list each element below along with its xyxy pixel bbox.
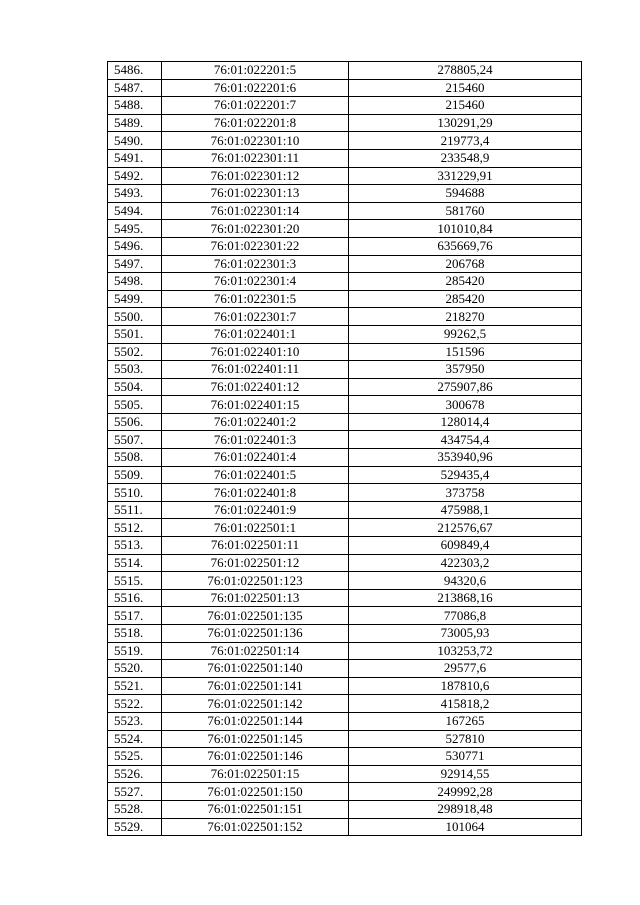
row-number-cell: 5519.: [108, 642, 162, 660]
value-cell: 594688: [349, 185, 582, 203]
cadastral-number-cell: 76:01:022501:142: [162, 695, 349, 713]
value-cell: 167265: [349, 712, 582, 730]
table-row: [108, 202, 582, 220]
value-cell: 373758: [349, 484, 582, 502]
value-cell: 298918,48: [349, 800, 582, 818]
row-number-cell: 5521.: [108, 677, 162, 695]
cadastral-number-cell: 76:01:022301:14: [162, 202, 349, 220]
value-cell: 285420: [349, 290, 582, 308]
table-row: [108, 378, 582, 396]
cadastral-number-cell: 76:01:022301:4: [162, 273, 349, 291]
cadastral-number-cell: 76:01:022301:7: [162, 308, 349, 326]
row-number-cell: 5494.: [108, 202, 162, 220]
cadastral-number-cell: 76:01:022301:11: [162, 149, 349, 167]
row-number-cell: 5526.: [108, 765, 162, 783]
cadastral-value-table: [107, 61, 582, 836]
row-number-cell: 5495.: [108, 220, 162, 238]
cadastral-number-cell: 76:01:022401:2: [162, 413, 349, 431]
table-row: [108, 660, 582, 678]
table-row: [108, 132, 582, 150]
table-row: [108, 167, 582, 185]
table-row: [108, 537, 582, 555]
row-number-cell: 5523.: [108, 712, 162, 730]
cadastral-number-cell: 76:01:022501:123: [162, 572, 349, 590]
value-cell: 206768: [349, 255, 582, 273]
cadastral-number-cell: 76:01:022301:22: [162, 237, 349, 255]
value-cell: 77086,8: [349, 607, 582, 625]
value-cell: 215460: [349, 79, 582, 97]
cadastral-number-cell: 76:01:022501:144: [162, 712, 349, 730]
cadastral-number-cell: 76:01:022301:13: [162, 185, 349, 203]
row-number-cell: 5512.: [108, 519, 162, 537]
table-row: [108, 695, 582, 713]
table-row: [108, 501, 582, 519]
table-row: [108, 589, 582, 607]
table-row: [108, 79, 582, 97]
cadastral-number-cell: 76:01:022301:10: [162, 132, 349, 150]
row-number-cell: 5502.: [108, 343, 162, 361]
cadastral-number-cell: 76:01:022301:3: [162, 255, 349, 273]
cadastral-number-cell: 76:01:022501:12: [162, 554, 349, 572]
cadastral-number-cell: 76:01:022501:140: [162, 660, 349, 678]
cadastral-number-cell: 76:01:022501:146: [162, 748, 349, 766]
row-number-cell: 5513.: [108, 537, 162, 555]
row-number-cell: 5489.: [108, 114, 162, 132]
table-row: [108, 237, 582, 255]
cadastral-number-cell: 76:01:022401:10: [162, 343, 349, 361]
row-number-cell: 5514.: [108, 554, 162, 572]
row-number-cell: 5506.: [108, 413, 162, 431]
table-row: [108, 431, 582, 449]
table-row: [108, 343, 582, 361]
table-row: [108, 765, 582, 783]
cadastral-number-cell: 76:01:022501:152: [162, 818, 349, 836]
value-cell: 187810,6: [349, 677, 582, 695]
table-row: [108, 607, 582, 625]
table-row: [108, 748, 582, 766]
table-row: [108, 712, 582, 730]
cadastral-number-cell: 76:01:022501:141: [162, 677, 349, 695]
row-number-cell: 5491.: [108, 149, 162, 167]
table-row: [108, 361, 582, 379]
value-cell: 92914,55: [349, 765, 582, 783]
cadastral-number-cell: 76:01:022401:8: [162, 484, 349, 502]
table-row: [108, 396, 582, 414]
row-number-cell: 5505.: [108, 396, 162, 414]
value-cell: 130291,29: [349, 114, 582, 132]
cadastral-number-cell: 76:01:022401:5: [162, 466, 349, 484]
table-row: [108, 325, 582, 343]
cadastral-number-cell: 76:01:022301:20: [162, 220, 349, 238]
value-cell: 285420: [349, 273, 582, 291]
cadastral-number-cell: 76:01:022501:1: [162, 519, 349, 537]
table-row: [108, 554, 582, 572]
table-body: [108, 62, 582, 836]
table-row: [108, 220, 582, 238]
value-cell: 357950: [349, 361, 582, 379]
row-number-cell: 5508.: [108, 449, 162, 467]
row-number-cell: 5529.: [108, 818, 162, 836]
row-number-cell: 5490.: [108, 132, 162, 150]
value-cell: 94320,6: [349, 572, 582, 590]
cadastral-number-cell: 76:01:022501:14: [162, 642, 349, 660]
row-number-cell: 5520.: [108, 660, 162, 678]
cadastral-number-cell: 76:01:022201:6: [162, 79, 349, 97]
cadastral-number-cell: 76:01:022501:151: [162, 800, 349, 818]
table-row: [108, 97, 582, 115]
table-row: [108, 484, 582, 502]
table-row: [108, 449, 582, 467]
cadastral-number-cell: 76:01:022501:145: [162, 730, 349, 748]
row-number-cell: 5507.: [108, 431, 162, 449]
cadastral-number-cell: 76:01:022501:136: [162, 625, 349, 643]
table-row: [108, 62, 582, 80]
row-number-cell: 5493.: [108, 185, 162, 203]
cadastral-number-cell: 76:01:022501:11: [162, 537, 349, 555]
value-cell: 353940,96: [349, 449, 582, 467]
cadastral-number-cell: 76:01:022401:12: [162, 378, 349, 396]
cadastral-number-cell: 76:01:022501:150: [162, 783, 349, 801]
value-cell: 609849,4: [349, 537, 582, 555]
table-row: [108, 413, 582, 431]
cadastral-number-cell: 76:01:022401:4: [162, 449, 349, 467]
table-row: [108, 308, 582, 326]
row-number-cell: 5504.: [108, 378, 162, 396]
value-cell: 101064: [349, 818, 582, 836]
row-number-cell: 5510.: [108, 484, 162, 502]
cadastral-number-cell: 76:01:022401:1: [162, 325, 349, 343]
value-cell: 434754,4: [349, 431, 582, 449]
value-cell: 278805,24: [349, 62, 582, 80]
row-number-cell: 5517.: [108, 607, 162, 625]
cadastral-number-cell: 76:01:022401:11: [162, 361, 349, 379]
value-cell: 581760: [349, 202, 582, 220]
row-number-cell: 5509.: [108, 466, 162, 484]
table-row: [108, 818, 582, 836]
table-row: [108, 677, 582, 695]
value-cell: 635669,76: [349, 237, 582, 255]
row-number-cell: 5518.: [108, 625, 162, 643]
table-row: [108, 642, 582, 660]
value-cell: 103253,72: [349, 642, 582, 660]
value-cell: 101010,84: [349, 220, 582, 238]
value-cell: 218270: [349, 308, 582, 326]
cadastral-number-cell: 76:01:022301:12: [162, 167, 349, 185]
table-row: [108, 800, 582, 818]
table-row: [108, 290, 582, 308]
value-cell: 300678: [349, 396, 582, 414]
value-cell: 151596: [349, 343, 582, 361]
value-cell: 415818,2: [349, 695, 582, 713]
row-number-cell: 5497.: [108, 255, 162, 273]
table-row: [108, 255, 582, 273]
row-number-cell: 5503.: [108, 361, 162, 379]
table-row: [108, 572, 582, 590]
table-row: [108, 273, 582, 291]
table-row: [108, 519, 582, 537]
value-cell: 73005,93: [349, 625, 582, 643]
row-number-cell: 5487.: [108, 79, 162, 97]
cadastral-number-cell: 76:01:022301:5: [162, 290, 349, 308]
row-number-cell: 5492.: [108, 167, 162, 185]
row-number-cell: 5498.: [108, 273, 162, 291]
cadastral-number-cell: 76:01:022501:135: [162, 607, 349, 625]
table-row: [108, 466, 582, 484]
table-row: [108, 185, 582, 203]
cadastral-number-cell: 76:01:022501:13: [162, 589, 349, 607]
value-cell: 128014,4: [349, 413, 582, 431]
value-cell: 527810: [349, 730, 582, 748]
table-row: [108, 783, 582, 801]
row-number-cell: 5496.: [108, 237, 162, 255]
row-number-cell: 5525.: [108, 748, 162, 766]
value-cell: 530771: [349, 748, 582, 766]
row-number-cell: 5522.: [108, 695, 162, 713]
cadastral-number-cell: 76:01:022401:9: [162, 501, 349, 519]
row-number-cell: 5501.: [108, 325, 162, 343]
table-row: [108, 730, 582, 748]
row-number-cell: 5524.: [108, 730, 162, 748]
value-cell: 212576,67: [349, 519, 582, 537]
value-cell: 213868,16: [349, 589, 582, 607]
row-number-cell: 5499.: [108, 290, 162, 308]
value-cell: 29577,6: [349, 660, 582, 678]
value-cell: 422303,2: [349, 554, 582, 572]
row-number-cell: 5516.: [108, 589, 162, 607]
row-number-cell: 5527.: [108, 783, 162, 801]
value-cell: 249992,28: [349, 783, 582, 801]
cadastral-number-cell: 76:01:022201:7: [162, 97, 349, 115]
table-row: [108, 625, 582, 643]
row-number-cell: 5515.: [108, 572, 162, 590]
value-cell: 275907,86: [349, 378, 582, 396]
cadastral-number-cell: 76:01:022501:15: [162, 765, 349, 783]
value-cell: 233548,9: [349, 149, 582, 167]
row-number-cell: 5486.: [108, 62, 162, 80]
cadastral-number-cell: 76:01:022401:15: [162, 396, 349, 414]
table-row: [108, 149, 582, 167]
row-number-cell: 5511.: [108, 501, 162, 519]
row-number-cell: 5500.: [108, 308, 162, 326]
table-row: [108, 114, 582, 132]
value-cell: 529435,4: [349, 466, 582, 484]
cadastral-number-cell: 76:01:022401:3: [162, 431, 349, 449]
value-cell: 475988,1: [349, 501, 582, 519]
row-number-cell: 5528.: [108, 800, 162, 818]
cadastral-number-cell: 76:01:022201:5: [162, 62, 349, 80]
value-cell: 219773,4: [349, 132, 582, 150]
value-cell: 215460: [349, 97, 582, 115]
value-cell: 99262,5: [349, 325, 582, 343]
value-cell: 331229,91: [349, 167, 582, 185]
cadastral-number-cell: 76:01:022201:8: [162, 114, 349, 132]
row-number-cell: 5488.: [108, 97, 162, 115]
